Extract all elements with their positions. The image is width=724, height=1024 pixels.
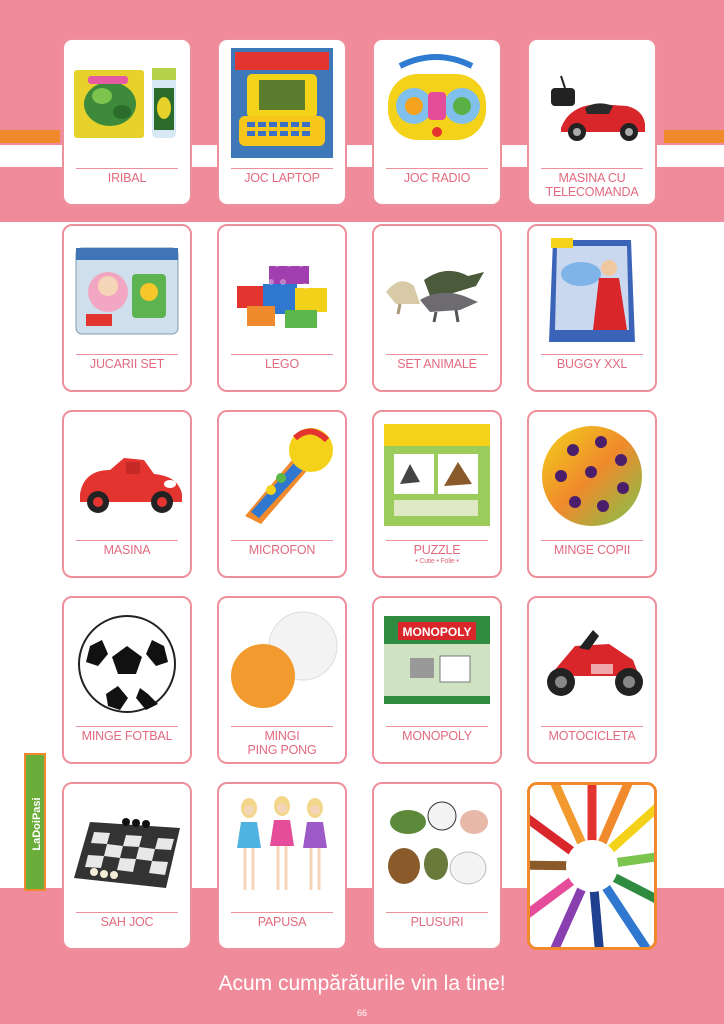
product-label: MONOPOLY xyxy=(402,729,472,743)
product-label: SAH JOC xyxy=(100,915,154,929)
product-card[interactable] xyxy=(62,782,192,950)
svg-text:MONOPOLY: MONOPOLY xyxy=(402,625,472,639)
lego-bricks-icon xyxy=(225,234,339,344)
logo-text: LaDoiPasi xyxy=(31,797,43,851)
card-divider xyxy=(386,354,488,355)
product-label: MOTOCICLETA xyxy=(548,729,636,743)
monopoly-box-icon xyxy=(380,606,494,716)
card-divider xyxy=(231,912,333,913)
toy-laptop-icon xyxy=(225,48,339,158)
product-label: PAPUSA xyxy=(257,915,307,929)
header-orange-stripe-left xyxy=(0,130,60,143)
product-card[interactable] xyxy=(527,782,657,950)
card-divider xyxy=(541,168,643,169)
product-card[interactable] xyxy=(372,38,502,206)
product-card[interactable] xyxy=(62,38,192,206)
plush-toys-icon xyxy=(380,792,494,902)
card-divider xyxy=(231,354,333,355)
pedal-car-icon xyxy=(70,420,184,530)
card-divider xyxy=(76,912,178,913)
rc-car-icon xyxy=(535,48,649,158)
product-label-text: PUZZLE xyxy=(413,543,461,557)
product-card[interactable] xyxy=(62,410,192,578)
chess-board-icon xyxy=(70,792,184,902)
product-card[interactable] xyxy=(372,782,502,950)
product-card[interactable] xyxy=(217,224,347,392)
soccer-ball-icon xyxy=(70,606,184,716)
product-label: JOC LAPTOP xyxy=(244,171,320,185)
card-divider xyxy=(231,726,333,727)
product-grid xyxy=(62,38,664,958)
toy-radio-icon xyxy=(380,48,494,158)
product-card[interactable] xyxy=(527,596,657,764)
product-card[interactable] xyxy=(217,596,347,764)
product-label: IRIBAL xyxy=(107,171,147,185)
product-label: JUCARII SET xyxy=(89,357,165,371)
product-label: MINGE FOTBAL xyxy=(81,729,173,743)
card-divider xyxy=(76,726,178,727)
dinosaur-figures-icon xyxy=(380,234,494,344)
product-label: MINGE COPII xyxy=(553,543,631,557)
product-card[interactable] xyxy=(217,410,347,578)
card-divider xyxy=(76,168,178,169)
product-sublabel: • Cutie • Folie • xyxy=(415,558,459,565)
product-card[interactable] xyxy=(62,596,192,764)
puzzle-box-icon xyxy=(380,420,494,530)
card-divider xyxy=(541,726,643,727)
kids-ball-icon xyxy=(535,420,649,530)
product-label: JOC RADIO xyxy=(403,171,471,185)
product-card[interactable] xyxy=(372,224,502,392)
product-label xyxy=(378,543,496,566)
product-card[interactable] xyxy=(62,224,192,392)
product-label: MASINA xyxy=(103,543,151,557)
card-divider xyxy=(231,168,333,169)
product-card[interactable] xyxy=(527,224,657,392)
ping-pong-balls-icon xyxy=(225,606,339,716)
bubbles-pack-icon xyxy=(70,48,184,158)
product-label: MINGI PING PONG xyxy=(247,729,317,757)
card-divider xyxy=(76,540,178,541)
product-label: LEGO xyxy=(265,357,299,371)
page-number: 66 xyxy=(356,1008,367,1018)
product-label: BUGGY XXL xyxy=(556,357,628,371)
toy-set-bag-icon xyxy=(70,234,184,344)
card-divider xyxy=(76,354,178,355)
footer-tagline: Acum cumpărăturile vin la tine! xyxy=(218,972,506,995)
card-divider xyxy=(231,540,333,541)
motorcycle-icon xyxy=(535,606,649,716)
product-label: MASINA CU TELECOMANDA xyxy=(545,171,639,199)
header-orange-stripe-right xyxy=(664,130,724,143)
card-divider xyxy=(386,168,488,169)
product-label: SET ANIMALE xyxy=(397,357,477,371)
product-label: PLUSURI xyxy=(410,915,464,929)
product-card[interactable] xyxy=(217,38,347,206)
dolls-icon xyxy=(225,792,339,902)
ladoipasi-logo xyxy=(24,753,46,891)
card-divider xyxy=(386,912,488,913)
card-divider xyxy=(386,540,488,541)
product-card[interactable] xyxy=(372,596,502,764)
product-card[interactable] xyxy=(217,782,347,950)
colored-pencils-icon xyxy=(530,785,654,947)
product-card[interactable] xyxy=(372,410,502,578)
product-card[interactable] xyxy=(527,38,657,206)
product-label: MICROFON xyxy=(248,543,316,557)
card-divider xyxy=(386,726,488,727)
toy-microphone-icon xyxy=(225,420,339,530)
candy-pack-icon xyxy=(535,234,649,344)
product-card[interactable] xyxy=(527,410,657,578)
card-divider xyxy=(541,540,643,541)
card-divider xyxy=(541,354,643,355)
